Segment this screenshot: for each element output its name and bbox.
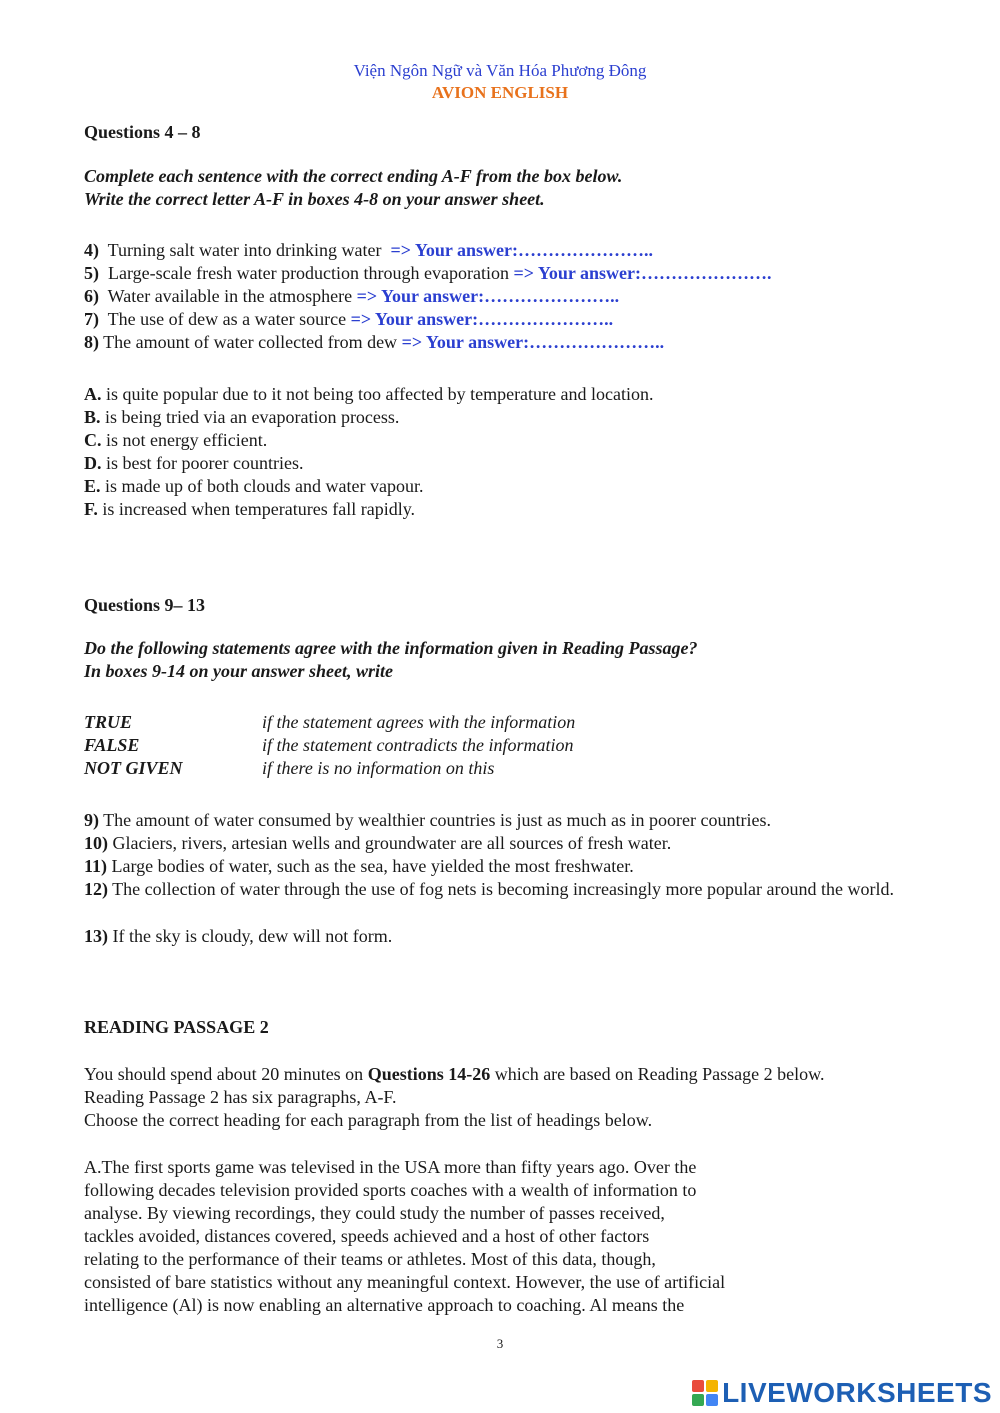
answer-label: => Your answer: <box>356 286 485 306</box>
answer-label: => Your answer: <box>390 240 518 260</box>
statement-text: Large bodies of water, such as the sea, have yielded the most freshwater. <box>107 856 634 876</box>
question-row-4 <box>84 239 653 262</box>
question-text: Water available in the atmosphere <box>99 286 357 306</box>
legend-true <box>84 711 575 734</box>
legend-key: TRUE <box>84 712 133 732</box>
intro-text: which are based on Reading Passage 2 below. <box>490 1064 825 1084</box>
liveworksheets-logo <box>692 1376 992 1410</box>
ending-letter: B. <box>84 407 101 427</box>
passage-info-line: Reading Passage 2 has six paragraphs, A-F. <box>84 1087 397 1107</box>
section-title-q9-13: Questions 9– 13 <box>84 595 206 615</box>
ending-a <box>84 383 654 406</box>
intro-text: You should spend about 20 minutes on <box>84 1064 368 1084</box>
statement-12 <box>84 878 924 901</box>
passage-info-line: Choose the correct heading for each paragraph from the list of headings below. <box>84 1110 653 1130</box>
logo-mark-icon <box>692 1380 718 1406</box>
ending-text: is best for poorer countries. <box>101 453 304 473</box>
legend-false <box>84 734 573 757</box>
question-text: The use of dew as a water source <box>99 309 351 329</box>
question-text: Large-scale fresh water production through evaporation <box>99 263 514 283</box>
ending-b <box>84 406 399 429</box>
statement-9 <box>84 809 771 832</box>
ending-f <box>84 498 415 521</box>
reading-passage-title: READING PASSAGE 2 <box>84 1017 269 1037</box>
answer-input-4[interactable]: ………………….. <box>518 240 653 260</box>
question-number: 7) <box>84 309 99 329</box>
legend-key: FALSE <box>84 735 140 755</box>
legend-value: if the statement contradicts the information <box>262 735 574 755</box>
statement-text: Glaciers, rivers, artesian wells and groundwater are all sources of fresh water. <box>108 833 672 853</box>
question-row-8 <box>84 331 664 354</box>
question-row-7 <box>84 308 613 331</box>
answer-input-6[interactable]: ………………….. <box>484 286 620 306</box>
question-number: 6) <box>84 286 99 306</box>
answer-label: => Your answer: <box>350 309 479 329</box>
ending-letter: A. <box>84 384 102 404</box>
question-number: 8) <box>84 332 99 352</box>
ending-letter: F. <box>84 499 98 519</box>
question-text: Turning salt water into drinking water <box>99 240 386 260</box>
question-number: 5) <box>84 263 99 283</box>
instruction-line: Do the following statements agree with the information given in Reading Passage? <box>84 638 698 658</box>
ending-text: is increased when temperatures fall rapidly. <box>97 499 416 519</box>
question-text: The amount of water collected from dew <box>99 332 402 352</box>
statement-number: 10) <box>84 833 108 853</box>
page-number: 3 <box>496 1336 504 1351</box>
passage-line: tackles avoided, distances covered, speeds achieved and a host of other factors <box>84 1226 650 1246</box>
statement-number: 12) <box>84 879 108 899</box>
statement-text: The collection of water through the use of fog nets is becoming increasingly more popular around the world. <box>108 879 894 899</box>
statement-10 <box>84 832 671 855</box>
instruction-line: In boxes 9-14 on your answer sheet, write <box>84 661 394 681</box>
passage-line: intelligence (Al) is now enabling an alternative approach to coaching. Al means the <box>84 1295 685 1315</box>
passage-line: following decades television provided sports coaches with a wealth of information to <box>84 1180 697 1200</box>
question-row-5 <box>84 262 772 285</box>
statement-11 <box>84 855 634 878</box>
instruction-line: Complete each sentence with the correct ending A-F from the box below. <box>84 166 623 186</box>
ending-letter: E. <box>84 476 101 496</box>
statement-13 <box>84 925 392 948</box>
ending-d <box>84 452 303 475</box>
passage-paragraph-a <box>84 1156 725 1317</box>
legend-key: NOT GIVEN <box>84 758 183 778</box>
passage-line: A.The first sports game was televised in the USA more than fifty years ago. Over the <box>84 1157 697 1177</box>
instruction-line: Write the correct letter A-F in boxes 4-8 on your answer sheet. <box>84 189 545 209</box>
passage-intro <box>84 1063 824 1086</box>
answer-input-5[interactable]: …………………. <box>641 263 772 283</box>
brand-name: AVION ENGLISH <box>431 83 569 102</box>
ending-letter: D. <box>84 453 102 473</box>
ending-text: is not energy efficient. <box>101 430 268 450</box>
legend-not-given <box>84 757 494 780</box>
answer-label: => Your answer: <box>513 263 642 283</box>
institute-name: Viện Ngôn Ngữ và Văn Hóa Phương Đông <box>353 61 647 80</box>
statement-text: If the sky is cloudy, dew will not form. <box>108 926 393 946</box>
passage-line: analyse. By viewing recordings, they could study the number of passes received, <box>84 1203 665 1223</box>
answer-input-7[interactable]: ………………….. <box>478 309 614 329</box>
statement-number: 13) <box>84 926 108 946</box>
answer-label: => Your answer: <box>401 332 530 352</box>
legend-value: if the statement agrees with the information <box>262 712 576 732</box>
intro-questions: Questions 14-26 <box>367 1064 491 1084</box>
passage-line: consisted of bare statistics without any meaningful context. However, the use of artificial <box>84 1272 726 1292</box>
ending-text: is being tried via an evaporation process. <box>100 407 400 427</box>
passage-line: relating to the performance of their teams or athletes. Most of this data, though, <box>84 1249 656 1269</box>
ending-e <box>84 475 423 498</box>
logo-text: LIVEWORKSHEETS <box>722 1377 992 1408</box>
question-row-6 <box>84 285 619 308</box>
legend-value: if there is no information on this <box>262 758 495 778</box>
ending-text: is quite popular due to it not being too affected by temperature and location. <box>101 384 654 404</box>
ending-text: is made up of both clouds and water vapour. <box>100 476 424 496</box>
ending-c <box>84 429 267 452</box>
question-number: 4) <box>84 240 99 260</box>
statement-text: The amount of water consumed by wealthier countries is just as much as in poorer countries. <box>99 810 771 830</box>
ending-letter: C. <box>84 430 102 450</box>
answer-input-8[interactable]: ………………….. <box>529 332 665 352</box>
statement-number: 9) <box>84 810 99 830</box>
statement-number: 11) <box>84 856 108 876</box>
section-title-q4-8: Questions 4 – 8 <box>84 122 201 142</box>
